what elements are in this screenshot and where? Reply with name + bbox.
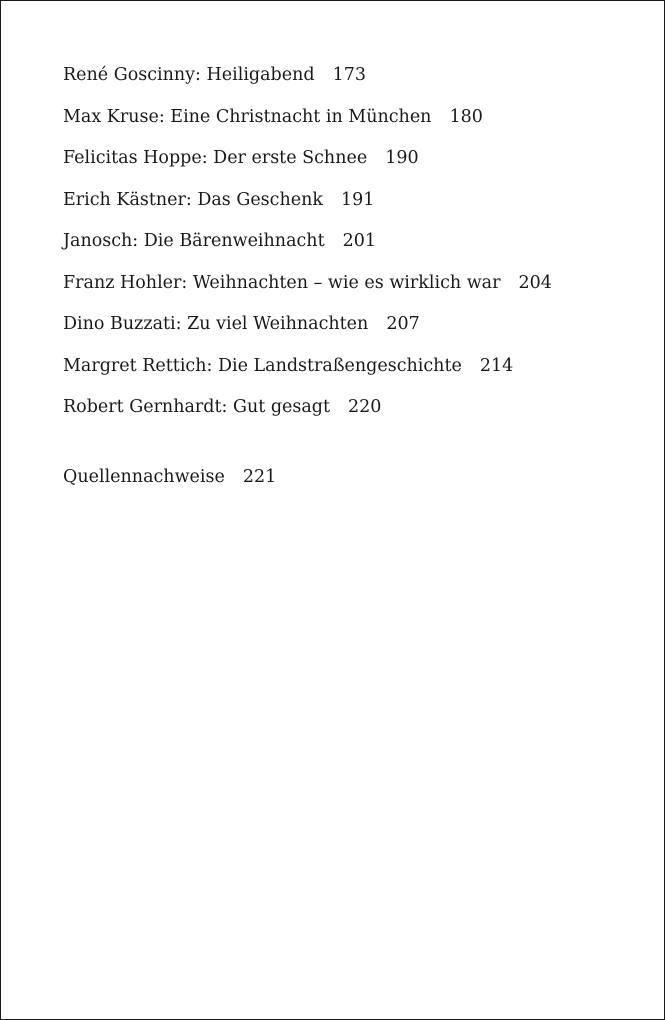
toc-entry [63, 146, 552, 188]
toc-entry-page: 204 [518, 272, 552, 293]
toc-entry-page: 201 [342, 231, 377, 251]
toc-entry [63, 312, 552, 354]
toc-entry-page: 191 [340, 189, 375, 210]
toc-entry-title: Max Kruse: Eine Christnacht in München [63, 106, 432, 127]
toc-entry-page: 173 [332, 65, 366, 85]
table-of-contents [63, 63, 552, 506]
toc-entry-title: René Goscinny: Heiligabend [63, 65, 315, 85]
toc-entry [63, 354, 552, 396]
toc-entry-title: Margret Rettich: Die Landstraßengeschichte [63, 355, 462, 376]
toc-entry [63, 271, 552, 313]
toc-entry-title: Dino Buzzati: Zu viel Weihnachten [63, 314, 369, 334]
toc-entry-title: Felicitas Hoppe: Der erste Schnee [63, 148, 368, 168]
toc-entry-page: 214 [479, 355, 514, 376]
toc-entry-title: Erich Kästner: Das Geschenk [63, 189, 323, 210]
toc-entry [63, 395, 552, 437]
toc-entry-page: 190 [385, 148, 419, 168]
toc-entry [63, 188, 552, 230]
section-spacer [63, 437, 552, 465]
toc-appendix-title: Quellennachweise [63, 466, 225, 487]
toc-appendix-page: 221 [242, 466, 277, 487]
toc-appendix-entry [63, 465, 552, 507]
toc-entry-page: 220 [348, 397, 382, 417]
toc-entry-page: 180 [449, 106, 483, 127]
toc-entry-title: Franz Hohler: Weihnachten – wie es wirklich war [63, 272, 501, 293]
toc-entry-title: Janosch: Die Bärenweihnacht [63, 231, 325, 251]
toc-entry-page: 207 [386, 314, 420, 334]
toc-entry [63, 63, 552, 105]
toc-entry [63, 229, 552, 271]
toc-entry [63, 105, 552, 147]
toc-entry-title: Robert Gernhardt: Gut gesagt [63, 397, 331, 417]
